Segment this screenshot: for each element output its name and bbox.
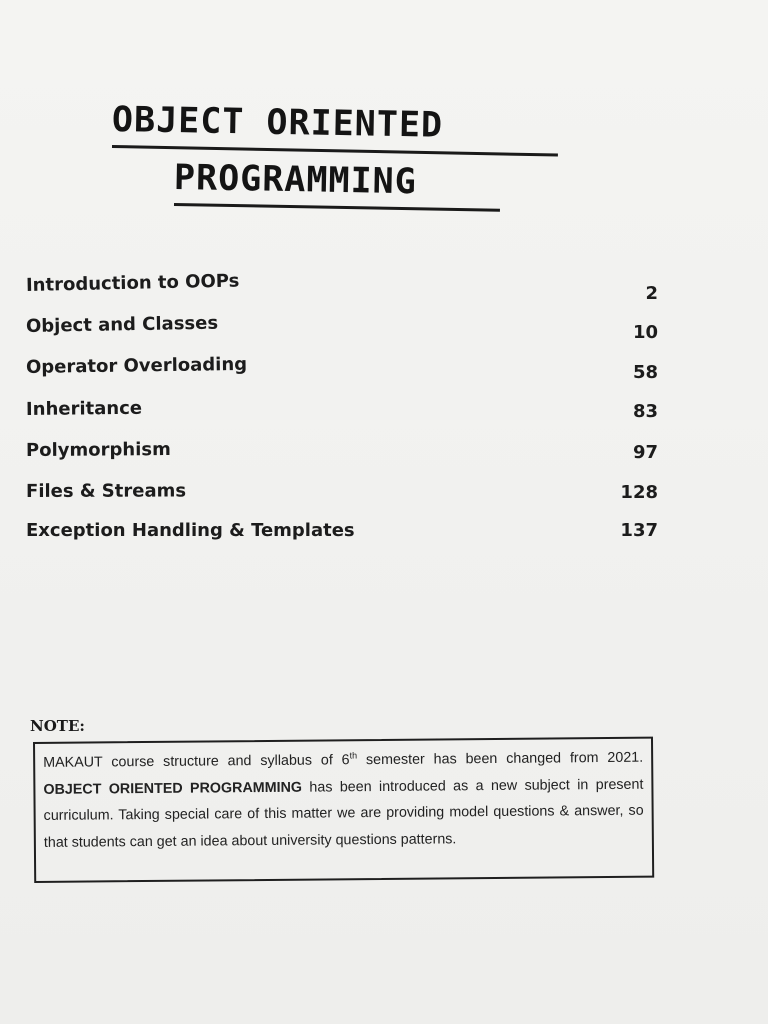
toc-entry: [0, 353, 768, 387]
page-title-line-1: OBJECT ORIENTED: [111, 100, 444, 146]
note-text-part: semester has been changed from 2021.: [357, 749, 644, 769]
note-subject-name: OBJECT ORIENTED PROGRAMMING: [43, 779, 303, 798]
page-title-line-2: PROGRAMMING: [173, 158, 418, 203]
toc-entry: [0, 520, 768, 550]
toc-entry-title: Introduction to OOPs: [25, 270, 240, 296]
note-text: [43, 745, 644, 856]
note-text-superscript: th: [349, 750, 358, 761]
toc-entry-page: 2: [645, 283, 658, 304]
toc-entry-title: Operator Overloading: [25, 353, 248, 378]
toc-entry: [0, 481, 768, 511]
note-box: [33, 737, 654, 883]
toc-entry-page: 58: [632, 362, 658, 383]
toc-entry-title: Object and Classes: [25, 312, 219, 337]
note-text-part: has been introduced as a new subject in present curriculum. Taking special care of this matter we are providing model questions & answer, so that students can get an idea about university questions patterns.: [43, 776, 644, 851]
note-text-part: MAKAUT course structure and syllabus of 6: [43, 752, 350, 771]
toc-entry-title: Polymorphism: [25, 438, 171, 461]
toc-entry: [0, 440, 768, 470]
toc-entry: [0, 270, 768, 305]
note-heading: NOTE:: [30, 717, 85, 735]
toc-entry-page: 97: [632, 442, 658, 463]
title-underline-1: [112, 145, 558, 157]
toc-entry: [0, 399, 768, 429]
toc-entry-page: 128: [620, 482, 658, 503]
toc-entry: [0, 312, 768, 346]
toc-entry-page: 137: [620, 520, 658, 541]
toc-entry-page: 83: [632, 401, 658, 422]
toc-entry-title: Inheritance: [25, 397, 143, 420]
toc-entry-title: Exception Handling & Templates: [26, 520, 355, 541]
toc-entry-page: 10: [632, 322, 658, 343]
title-underline-2: [174, 203, 500, 212]
toc-entry-title: Files & Streams: [25, 480, 187, 502]
